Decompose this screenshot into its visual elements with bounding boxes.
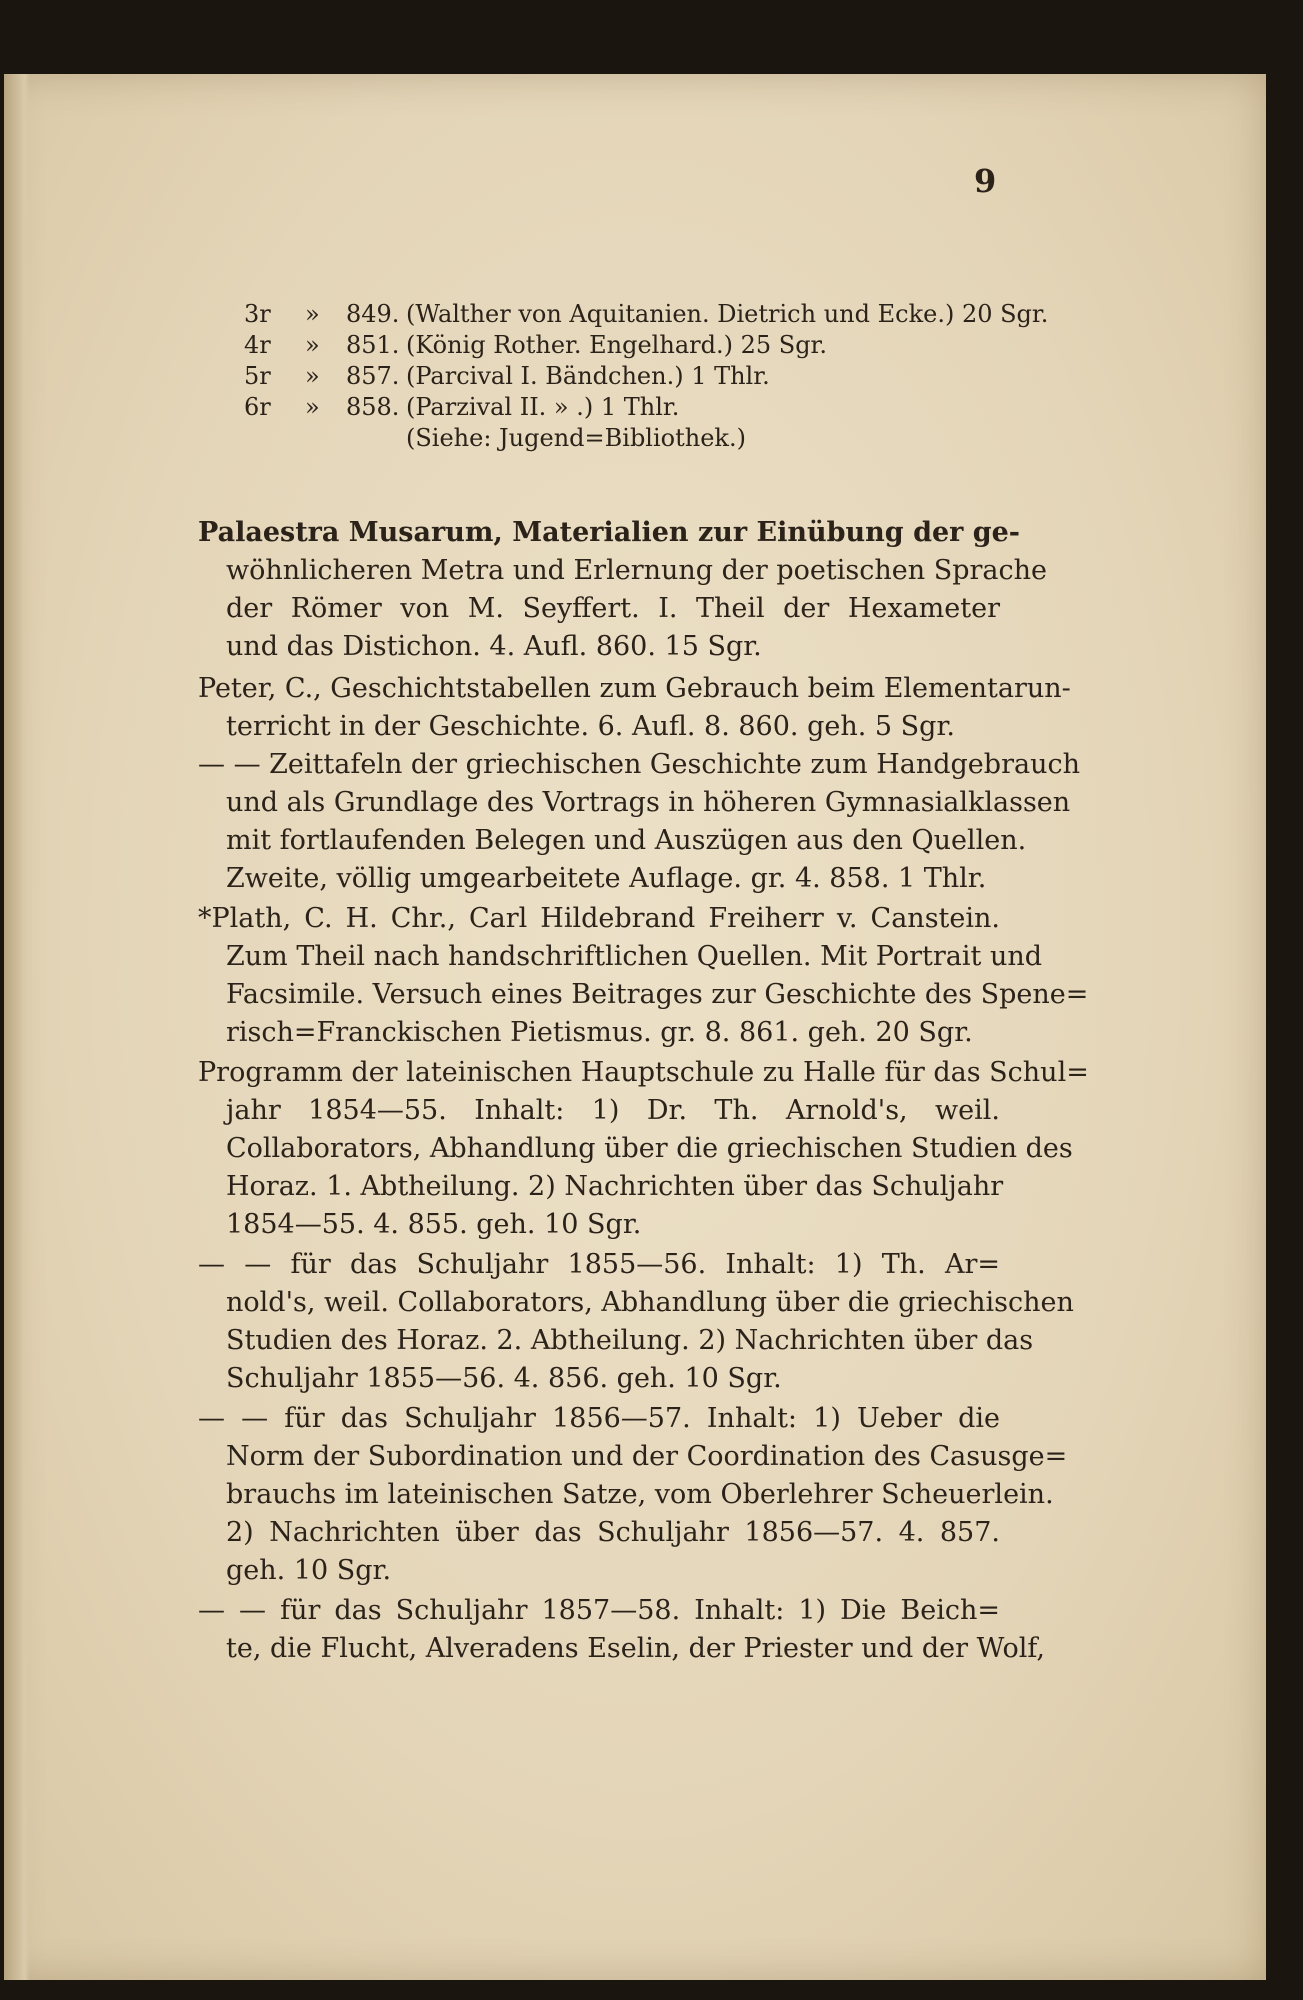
entry-line: Zum Theil nach handschriftlichen Quellen. Mit Portrait und — [226, 941, 1043, 972]
series-text: (Parcival I. Bändchen.) 1 Thlr. — [406, 362, 770, 390]
series-no: 851. — [346, 331, 400, 359]
entry-line: Programm der lateinischen Hauptschule zu Halle für das Schul= — [198, 1057, 1089, 1088]
series-num: 5r — [244, 362, 271, 390]
entry-line: geh. 10 Sgr. — [226, 1555, 392, 1586]
entry-line: Schuljahr 1855—56. 4. 856. geh. 10 Sgr. — [226, 1363, 782, 1394]
series-num: 6r — [244, 393, 271, 421]
entry-line: brauchs im lateinischen Satze, vom Oberlehrer Scheuerlein. — [226, 1479, 1054, 1510]
entry-line: wöhnlicheren Metra und Erlernung der poetischen Sprache — [226, 555, 1047, 586]
page-number: 9 — [974, 162, 997, 200]
entry-line: Norm der Subordination und der Coordination des Casusge= — [226, 1441, 1068, 1472]
series-mark: » — [305, 300, 320, 328]
entry-line: 2) Nachrichten über das Schuljahr 1856—57. 4. 857. — [226, 1517, 1000, 1548]
entry-line: — — für das Schuljahr 1856—57. Inhalt: 1) Ueber die — [198, 1403, 1000, 1434]
series-mark: » — [305, 362, 320, 390]
series-text: (Walther von Aquitanien. Dietrich und Ecke.) 20 Sgr. — [406, 300, 1049, 328]
entry-line: risch=Franckischen Pietismus. gr. 8. 861. geh. 20 Sgr. — [226, 1017, 973, 1048]
entry-line: Zweite, völlig umgearbeitete Auflage. gr. 4. 858. 1 Thlr. — [226, 863, 987, 894]
series-no: 858. — [346, 393, 400, 421]
series-line — [0, 331, 1303, 363]
entry-line: — — für das Schuljahr 1855—56. Inhalt: 1) Th. Ar= — [198, 1249, 1000, 1280]
entry-line: und das Distichon. 4. Aufl. 860. 15 Sgr. — [226, 631, 762, 662]
entry-line: Collaborators, Abhandlung über die griechischen Studien des — [226, 1133, 1073, 1164]
entry-line: jahr 1854—55. Inhalt: 1) Dr. Th. Arnold's, weil. — [226, 1095, 1000, 1126]
entry-line: Peter, C., Geschichtstabellen zum Gebrauch beim Elementarun- — [198, 673, 1071, 704]
entry-line: Palaestra Musarum, Materialien zur Einübung der ge- — [198, 517, 1021, 548]
entry-line: terricht in der Geschichte. 6. Aufl. 8. 860. geh. 5 Sgr. — [226, 711, 955, 742]
entry-line: und als Grundlage des Vortrags in höheren Gymnasialklassen — [226, 787, 1071, 818]
series-num: 4r — [244, 331, 271, 359]
entry-line: 1854—55. 4. 855. geh. 10 Sgr. — [226, 1209, 642, 1240]
series-num: 3r — [244, 300, 271, 328]
entry-line: *Plath, C. H. Chr., Carl Hildebrand Freiherr v. Canstein. — [198, 903, 1000, 934]
series-mark: » — [305, 393, 320, 421]
entry-line: — — Zeittafeln der griechischen Geschichte zum Handgebrauch — [198, 749, 1080, 780]
series-line — [0, 393, 1303, 425]
entry-line: der Römer von M. Seyffert. I. Theil der Hexameter — [226, 593, 1000, 624]
entry-line: — — für das Schuljahr 1857—58. Inhalt: 1) Die Beich= — [198, 1595, 1000, 1626]
entry-line: Studien des Horaz. 2. Abtheilung. 2) Nachrichten über das — [226, 1325, 1034, 1356]
entry-line: Facsimile. Versuch eines Beitrages zur Geschichte des Spene= — [226, 979, 1089, 1010]
entry-line: mit fortlaufenden Belegen und Auszügen aus den Quellen. — [226, 825, 1027, 856]
entry-line: nold's, weil. Collaborators, Abhandlung über die griechischen — [226, 1287, 1074, 1318]
series-line — [0, 300, 1303, 332]
series-mark: » — [305, 331, 320, 359]
series-no: 849. — [346, 300, 400, 328]
series-text: (König Rother. Engelhard.) 25 Sgr. — [406, 331, 828, 359]
series-line — [0, 424, 1303, 456]
series-no: 857. — [346, 362, 400, 390]
series-text: (Parzival II. » .) 1 Thlr. — [406, 393, 680, 421]
series-line — [0, 362, 1303, 394]
entry-line: te, die Flucht, Alveradens Eselin, der Priester und der Wolf, — [226, 1633, 1046, 1664]
series-text: (Siehe: Jugend=Bibliothek.) — [406, 424, 746, 452]
entry-line: Horaz. 1. Abtheilung. 2) Nachrichten über das Schuljahr — [226, 1171, 1004, 1202]
